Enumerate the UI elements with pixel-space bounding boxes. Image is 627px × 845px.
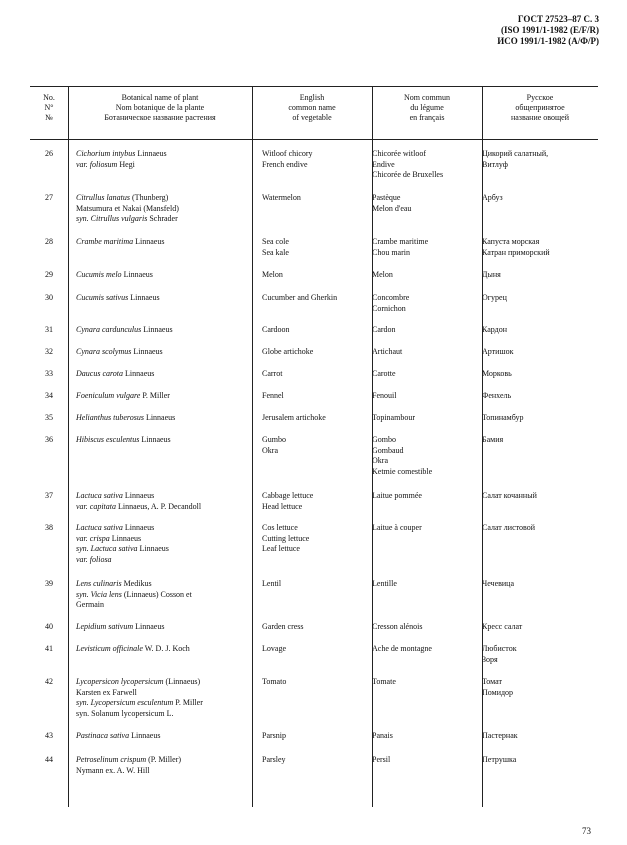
english-name	[262, 755, 372, 766]
botanical-italic: Cucumis sativus	[76, 293, 129, 302]
botanical-line	[76, 523, 244, 534]
botanical-italic: var. crispa	[76, 533, 110, 543]
row-number: 33	[45, 369, 53, 378]
row-number: 44	[45, 755, 53, 764]
french-name-line: Crambe maritime	[372, 237, 429, 246]
french-name-line: Ketmie comestible	[372, 466, 433, 476]
english-name-line: Cardoon	[262, 325, 290, 334]
russian-name	[482, 413, 594, 424]
russian-name	[482, 193, 594, 204]
french-name-line: Ache de montagne	[372, 644, 432, 653]
botanical-author: Linnaeus	[122, 491, 155, 500]
botanical-line	[76, 644, 244, 655]
botanical-italic: Crambe maritima	[76, 237, 134, 246]
english-name	[262, 293, 372, 304]
botanical-line	[76, 413, 244, 424]
french-name	[372, 325, 474, 336]
french-name-line: Carotte	[372, 369, 396, 378]
french-name-line: Chicorée witloof	[372, 149, 426, 158]
french-name-line: Laitue pommée	[372, 491, 422, 500]
russian-name-line: Кресс салат	[482, 622, 523, 631]
english-name	[262, 347, 372, 358]
botanical-author: Linnaeus	[131, 347, 163, 356]
botanical-italic: Lactuca sativa	[76, 491, 123, 500]
header-divider	[30, 139, 598, 140]
botanical-name	[76, 491, 244, 512]
english-name	[262, 491, 372, 512]
french-name-line: Melon d'eau	[372, 203, 412, 213]
botanical-name	[76, 325, 244, 336]
botanical-author: Linnaeus	[109, 533, 142, 543]
botanical-author: Linnaeus, A. P. Decandoll	[116, 501, 202, 511]
botanical-italic: syn. Citrullus vulgaris	[76, 214, 148, 223]
botanical-line	[76, 534, 244, 545]
header-line-1: ГОСТ 27523–87 С. 3	[517, 14, 599, 24]
botanical-italic: var. foliosa	[76, 554, 112, 564]
russian-name-line: Капуста морская	[482, 237, 540, 246]
french-name	[372, 523, 474, 534]
page-header	[497, 14, 599, 47]
botanical-italic: Pastinaca sativa	[76, 731, 130, 740]
french-name	[372, 149, 474, 181]
botanical-line	[76, 491, 244, 502]
english-name	[262, 391, 372, 402]
botanical-author: Linnaeus	[123, 369, 155, 378]
botanical-italic: Citrullus lanatus	[76, 193, 131, 202]
french-name-line: Tomate	[372, 677, 396, 686]
botanical-author: Linnaeus	[137, 544, 169, 553]
english-name-line: Cutting lettuce	[262, 533, 310, 543]
english-name-line: Witloof chicory	[262, 149, 313, 158]
botanical-name	[76, 579, 244, 611]
french-name-line: Okra	[372, 456, 388, 465]
row-number: 35	[45, 413, 53, 422]
french-name	[372, 622, 474, 633]
col-header-russian: Русское общепринятое название овощей	[510, 93, 570, 122]
botanical-line	[76, 204, 244, 215]
row-number: 32	[45, 347, 53, 356]
botanical-line	[76, 766, 244, 777]
botanical-author: Medikus	[121, 579, 152, 588]
english-name	[262, 435, 372, 456]
botanical-author: (Linnaeus) Cosson et	[121, 589, 192, 599]
english-name-line: Parsley	[262, 755, 286, 764]
english-name	[262, 731, 372, 742]
russian-name	[482, 270, 594, 281]
botanical-line	[76, 688, 244, 699]
english-name-line: Cabbage lettuce	[262, 491, 314, 500]
russian-name	[482, 644, 594, 665]
botanical-author: Karsten ex Farwell	[76, 687, 137, 697]
botanical-name	[76, 755, 244, 776]
russian-name-line: Любисток	[482, 644, 517, 653]
botanical-line	[76, 590, 244, 601]
french-name-line: Gombo	[372, 435, 396, 444]
botanical-author: Linnaeus	[129, 731, 161, 740]
botanical-line	[76, 193, 244, 204]
french-name-line: Chou marin	[372, 247, 410, 257]
russian-name-line: Витлуф	[482, 159, 508, 169]
botanical-line	[76, 149, 244, 160]
botanical-line	[76, 544, 244, 555]
botanical-italic: Hibiscus esculentus	[76, 435, 140, 444]
english-name-line: Cos lettuce	[262, 523, 298, 532]
russian-name	[482, 325, 594, 336]
french-name-line: Chicorée de Bruxelles	[372, 170, 444, 179]
row-number: 30	[45, 293, 53, 302]
botanical-author: Linnaeus	[128, 293, 160, 302]
botanical-line	[76, 237, 244, 248]
russian-name	[482, 391, 594, 402]
col-header-english: English common name of vegetable	[288, 93, 336, 122]
russian-name	[482, 435, 594, 446]
russian-name	[482, 369, 594, 380]
botanical-author: syn. Solanum lycopersicum L.	[76, 708, 174, 718]
botanical-author: Nymann ex. A. W. Hill	[76, 765, 150, 775]
french-name-line: Endive	[372, 159, 395, 169]
russian-name-line: Арбуз	[482, 193, 503, 202]
botanical-italic: Levisticum officinale	[76, 644, 143, 653]
botanical-author: Schrader	[147, 214, 178, 223]
russian-name-line: Салат кочанный	[482, 491, 537, 500]
row-number: 43	[45, 731, 53, 740]
russian-name	[482, 677, 594, 698]
botanical-name	[76, 435, 244, 446]
botanical-line	[76, 622, 244, 633]
french-name	[372, 731, 474, 742]
botanical-author: Germain	[76, 600, 104, 609]
col-header-french: Nom commun du légume en français	[404, 93, 450, 122]
botanical-italic: Cynara cardunculus	[76, 325, 142, 334]
botanical-name	[76, 293, 244, 304]
row-number: 29	[45, 270, 53, 279]
col-header-botanical: Botanical name of plant Nom botanique de la plante Ботаническое название растения	[104, 93, 216, 122]
botanical-line	[76, 369, 244, 380]
botanical-italic: syn. Lycopersicum esculentum	[76, 698, 174, 707]
col-header-no: No. N° №	[43, 93, 55, 122]
botanical-italic: syn. Lactuca sativa	[76, 544, 138, 553]
french-name	[372, 391, 474, 402]
botanical-name	[76, 391, 244, 402]
botanical-italic: Lycopersicon lycopersicum	[76, 677, 164, 686]
english-name	[262, 270, 372, 281]
row-number: 41	[45, 644, 53, 653]
russian-name-line: Пастернак	[482, 731, 518, 740]
russian-name-line: Чечевица	[482, 579, 515, 588]
english-name-line: Parsnip	[262, 731, 286, 740]
botanical-author: Linnaeus	[139, 435, 171, 444]
botanical-italic: Cichorium intybus	[76, 149, 136, 158]
botanical-name	[76, 677, 244, 719]
botanical-italic: Lactuca sativa	[76, 523, 123, 532]
botanical-italic: syn. Vicia lens	[76, 589, 122, 599]
french-name-line: Cornichon	[372, 303, 406, 313]
french-name-line: Topinambour	[372, 413, 415, 422]
botanical-italic: Cynara scolymus	[76, 347, 132, 356]
russian-name-line: Катран приморский	[482, 247, 550, 257]
botanical-author: (Thunberg)	[130, 193, 169, 202]
french-name	[372, 237, 474, 258]
botanical-line	[76, 214, 244, 225]
botanical-name	[76, 731, 244, 742]
english-name-line: Leaf lettuce	[262, 544, 300, 553]
botanical-name	[76, 270, 244, 281]
botanical-author: Linnaeus	[121, 270, 153, 279]
row-number: 40	[45, 622, 53, 631]
page-number: 73	[582, 826, 591, 836]
botanical-author: P. Miller	[140, 391, 170, 400]
botanical-italic: Cucumis melo	[76, 270, 122, 279]
vegetable-table	[30, 86, 598, 807]
row-number: 34	[45, 391, 53, 400]
botanical-name	[76, 413, 244, 424]
french-name	[372, 579, 474, 590]
botanical-author: Linnaeus	[141, 325, 173, 334]
row-number: 31	[45, 325, 53, 334]
french-name	[372, 677, 474, 688]
english-name-line: Jerusalem artichoke	[262, 413, 326, 422]
french-name	[372, 435, 474, 477]
row-number: 28	[45, 237, 53, 246]
botanical-author: (Linnaeus)	[163, 677, 201, 686]
english-name	[262, 677, 372, 688]
french-name-line: Pastèque	[372, 193, 401, 202]
botanical-author: Matsumura et Nakai (Mansfeld)	[76, 203, 179, 213]
botanical-name	[76, 523, 244, 565]
botanical-line	[76, 270, 244, 281]
russian-name	[482, 149, 594, 170]
botanical-line	[76, 555, 244, 566]
botanical-line	[76, 709, 244, 720]
botanical-line	[76, 391, 244, 402]
english-name	[262, 413, 372, 424]
french-name-line: Artichaut	[372, 347, 403, 356]
french-name-line: Persil	[372, 755, 391, 764]
botanical-line	[76, 677, 244, 688]
header-line-2: (ISO 1991/1-1982 (E/F/R)	[501, 25, 599, 35]
botanical-name	[76, 347, 244, 358]
russian-name-line: Петрушка	[482, 755, 517, 764]
french-name-line: Cardon	[372, 325, 396, 334]
french-name	[372, 193, 474, 214]
russian-name-line: Артишок	[482, 347, 514, 356]
russian-name-line: Зоря	[482, 654, 498, 664]
botanical-line	[76, 293, 244, 304]
english-name	[262, 579, 372, 590]
english-name-line: Melon	[262, 270, 283, 279]
french-name-line: Concombre	[372, 293, 410, 302]
french-name-line: Panais	[372, 731, 393, 740]
russian-name-line: Морковь	[482, 369, 512, 378]
row-number: 37	[45, 491, 53, 500]
botanical-line	[76, 325, 244, 336]
botanical-author: Linnaeus	[122, 523, 155, 532]
botanical-line	[76, 502, 244, 513]
english-name	[262, 369, 372, 380]
english-name-line: Cucumber and Gherkin	[262, 293, 338, 302]
botanical-name	[76, 193, 244, 225]
botanical-italic: Petroselinum crispum	[76, 755, 147, 764]
row-number: 39	[45, 579, 53, 588]
french-name	[372, 347, 474, 358]
botanical-author: Linnaeus	[143, 413, 176, 422]
russian-name-line: Дыня	[482, 270, 501, 279]
english-name-line: French endive	[262, 159, 308, 169]
english-name-line: Fennel	[262, 391, 284, 400]
english-name-line: Tomato	[262, 677, 287, 686]
russian-name	[482, 523, 594, 534]
row-number: 42	[45, 677, 53, 686]
botanical-line	[76, 160, 244, 171]
column-divider	[252, 87, 253, 807]
french-name	[372, 644, 474, 655]
english-name-line: Garden cress	[262, 622, 304, 631]
english-name	[262, 622, 372, 633]
botanical-italic: Helianthus tuberosus	[76, 413, 144, 422]
french-name-line: Lentille	[372, 579, 397, 588]
botanical-name	[76, 149, 244, 170]
column-divider	[68, 87, 69, 807]
french-name	[372, 413, 474, 424]
botanical-italic: var. foliosum	[76, 159, 118, 169]
russian-name-line: Огурец	[482, 293, 507, 302]
french-name	[372, 369, 474, 380]
botanical-italic: Foeniculum vulgare	[76, 391, 141, 400]
botanical-line	[76, 731, 244, 742]
english-name-line: Carrot	[262, 369, 283, 378]
russian-name-line: Бамия	[482, 435, 504, 444]
russian-name-line: Топинамбур	[482, 413, 524, 422]
russian-name	[482, 731, 594, 742]
english-name-line: Watermelon	[262, 193, 301, 202]
botanical-author: Linnaeus	[133, 237, 165, 246]
russian-name	[482, 579, 594, 590]
french-name-line: Gombaud	[372, 445, 404, 455]
russian-name-line: Цикорий салатный,	[482, 149, 549, 158]
english-name	[262, 523, 372, 555]
botanical-line	[76, 755, 244, 766]
botanical-line	[76, 579, 244, 590]
botanical-author: Linnaeus	[133, 622, 165, 631]
botanical-author: P. Miller	[173, 698, 203, 707]
botanical-author: (P. Miller)	[146, 755, 182, 764]
french-name	[372, 270, 474, 281]
botanical-author: Hegi	[117, 159, 135, 169]
english-name	[262, 237, 372, 258]
french-name	[372, 755, 474, 766]
english-name	[262, 325, 372, 336]
botanical-line	[76, 600, 244, 611]
russian-name	[482, 293, 594, 304]
row-number: 36	[45, 435, 53, 444]
english-name	[262, 193, 372, 204]
russian-name-line: Помидор	[482, 687, 514, 697]
english-name	[262, 149, 372, 170]
botanical-line	[76, 698, 244, 709]
english-name	[262, 644, 372, 655]
russian-name-line: Томат	[482, 677, 502, 686]
english-name-line: Globe artichoke	[262, 347, 314, 356]
row-number: 27	[45, 193, 53, 202]
russian-name	[482, 491, 594, 502]
french-name-line: Laitue à couper	[372, 523, 422, 532]
english-name-line: Lentil	[262, 579, 282, 588]
header-line-3: ИСО 1991/1-1982 (А/Ф/Р)	[497, 36, 599, 46]
english-name-line: Lovage	[262, 644, 286, 653]
row-number: 26	[45, 149, 53, 158]
russian-name-line: Фенхель	[482, 391, 512, 400]
botanical-author: Linnaeus	[135, 149, 167, 158]
english-name-line: Gumbo	[262, 435, 286, 444]
english-name-line: Sea cole	[262, 237, 289, 246]
french-name	[372, 491, 474, 502]
botanical-italic: Lens culinaris	[76, 579, 122, 588]
russian-name	[482, 347, 594, 358]
botanical-author: W. D. J. Koch	[142, 644, 190, 653]
botanical-name	[76, 237, 244, 248]
botanical-line	[76, 435, 244, 446]
russian-name	[482, 622, 594, 633]
botanical-italic: Daucus carota	[76, 369, 124, 378]
russian-name-line: Салат листовой	[482, 523, 536, 532]
russian-name	[482, 237, 594, 258]
english-name-line: Okra	[262, 445, 278, 455]
botanical-italic: Lepidium sativum	[76, 622, 134, 631]
french-name-line: Fenouil	[372, 391, 397, 400]
english-name-line: Sea kale	[262, 247, 289, 257]
russian-name-line: Кардон	[482, 325, 508, 334]
botanical-italic: var. capitata	[76, 501, 116, 511]
row-number: 38	[45, 523, 53, 532]
french-name-line: Melon	[372, 270, 393, 279]
botanical-name	[76, 369, 244, 380]
french-name-line: Cresson alénois	[372, 622, 423, 631]
botanical-line	[76, 347, 244, 358]
french-name	[372, 293, 474, 314]
english-name-line: Head lettuce	[262, 501, 303, 511]
russian-name	[482, 755, 594, 766]
botanical-name	[76, 644, 244, 655]
botanical-name	[76, 622, 244, 633]
